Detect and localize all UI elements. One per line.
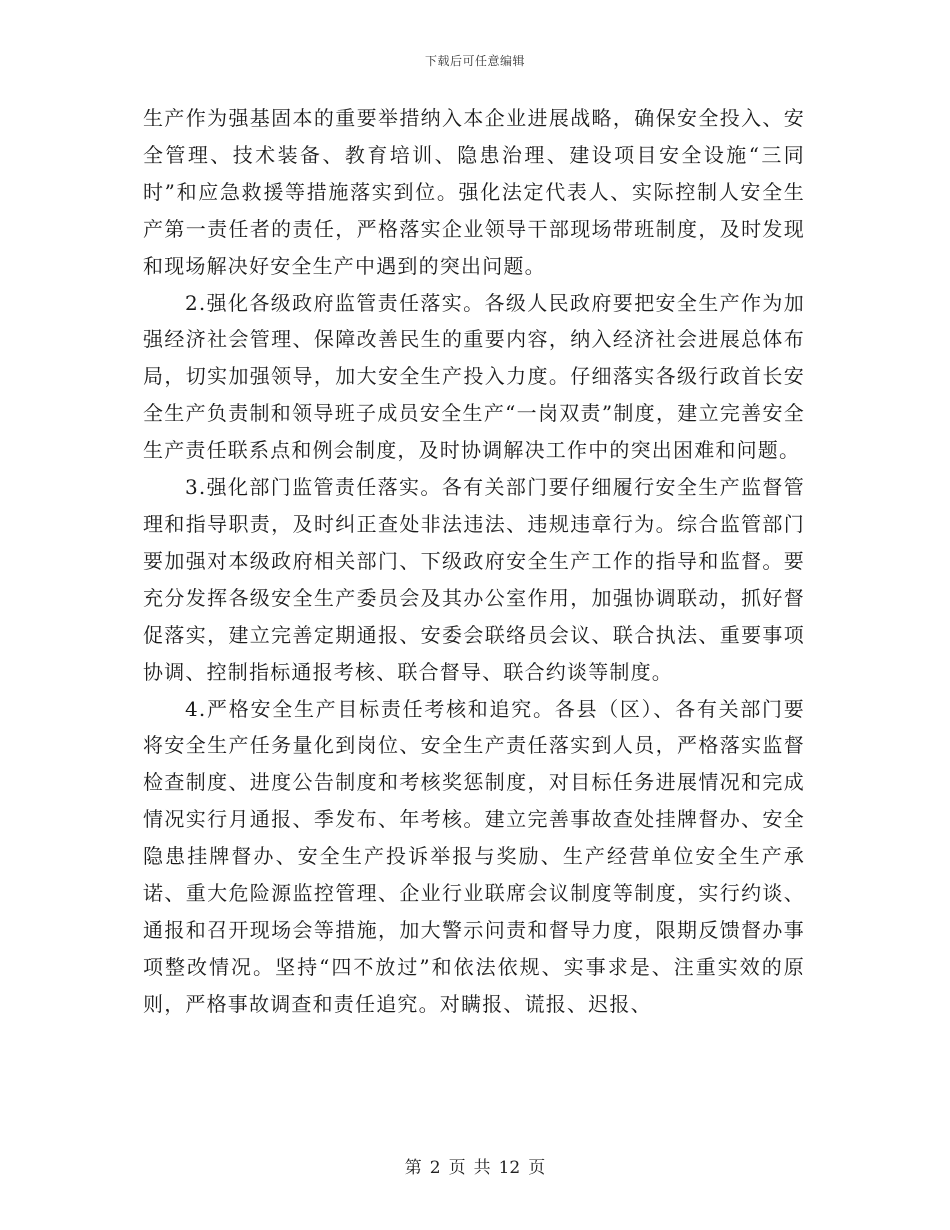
paragraph-item-4: 4.严格安全生产目标责任考核和追究。各县（区）、各有关部门要将安全生产任务量化到岗位、安全生产责任落实到人员，严格落实监督检查制度、进度公告制度和考核奖惩制度，对目标任务进展情况和完成情况实行月通报、季发布、年考核。建立完善事故查处挂牌督办、安全隐患挂牌督办、安全生产投诉举报与奖励、生产经营单位安全生产承诺、重大危险源监控管理、企业行业联席会议制度等制度，实行约谈、通报和召开现场会等措施，加大警示问责和督导力度，限期反馈督办事项整改情况。坚持“四不放过”和依法依规、实事求是、注重实效的原则，严格事故调查和责任追究。对瞒报、谎报、迟报、	[143, 696, 805, 1016]
footer-prefix: 第	[404, 1158, 422, 1178]
footer-suffix: 页	[528, 1158, 546, 1178]
footer-page-word: 页	[448, 1158, 466, 1178]
total-pages-number: 12	[498, 1158, 521, 1178]
current-page-number: 2	[429, 1158, 441, 1178]
page-header-note: 下载后可任意编辑	[424, 54, 525, 68]
paragraph-item-2: 2.强化各级政府监管责任落实。各级人民政府要把安全生产作为加强经济社会管理、保障改善民生的重要内容，纳入经济社会进展总体布局，切实加强领导，加大安全生产投入力度。仔细落实各级行政首长安全生产负责制和领导班子成员安全生产“一岗双责”制度，建立完善安全生产责任联系点和例会制度，及时协调解决工作中的突出困难和问题。	[143, 290, 805, 463]
page-footer	[0, 1153, 950, 1178]
paragraph-continuation: 生产作为强基固本的重要举措纳入本企业进展战略，确保安全投入、安全管理、技术装备、教育培训、隐患治理、建设项目安全设施“三同时”和应急救援等措施落实到位。强化法定代表人、实际控制人安全生产第一责任者的责任，严格落实企业领导干部现场带班制度，及时发现和现场解决好安全生产中遇到的突出问题。	[143, 106, 805, 278]
footer-total-word: 共	[473, 1158, 491, 1178]
document-body	[143, 100, 805, 1023]
paragraph-item-3: 3.强化部门监管责任落实。各有关部门要仔细履行安全生产监督管理和指导职责，及时纠正查处非法违法、违规违章行为。综合监管部门要加强对本级政府相关部门、下级政府安全生产工作的指导和监督。要充分发挥各级安全生产委员会及其办公室作用，加强协调联动，抓好督促落实，建立完善定期通报、安委会联络员会议、联合执法、重要事项协调、控制指标通报考核、联合督导、联合约谈等制度。	[143, 475, 805, 684]
